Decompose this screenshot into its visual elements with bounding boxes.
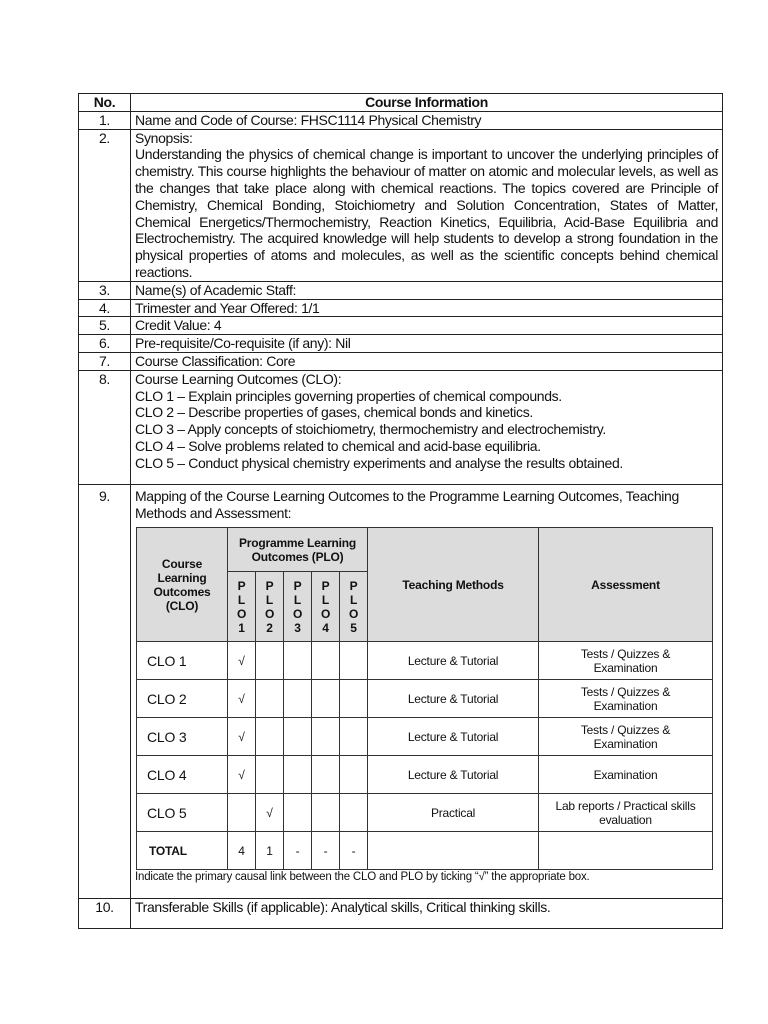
row-number: 3. [79,281,131,299]
plo-4-mark [312,794,340,832]
teaching-method: Lecture & Tutorial [368,756,539,794]
total-plo-1: 4 [228,832,256,870]
clo-name: CLO 1 [137,642,228,680]
row-number: 10. [79,899,131,929]
clo-item: CLO 2 – Describe properties of gases, chemical bonds and kinetics. [135,404,533,421]
plo-3-mark [284,718,312,756]
synopsis-label: Synopsis: [135,129,193,146]
mapping-row [137,680,713,718]
plo-5-mark [340,794,368,832]
header-plo-1: P L O 1 [228,572,256,642]
clo-item: CLO 1 – Explain principles governing properties of chemical compounds. [135,387,562,404]
header-plo-5: P L O 5 [340,572,368,642]
row-number: 4. [79,299,131,317]
clo-item: CLO 5 – Conduct physical chemistry experiments and analyse the results obtained. [135,454,623,471]
header-clo: Course Learning Outcomes (CLO) [137,528,228,642]
plo-2-mark [256,642,284,680]
plo-5-mark [340,756,368,794]
plo-1-mark: √ [228,642,256,680]
clo-item: CLO 3 – Apply concepts of stoichiometry, thermochemistry and electrochemistry. [135,421,606,438]
clo-label: Course Learning Outcomes (CLO): [135,370,342,387]
plo-2-mark [256,756,284,794]
plo-2-mark [256,718,284,756]
plo-3-mark [284,642,312,680]
course-information-table [78,93,723,929]
header-plo: Programme Learning Outcomes (PLO) [228,528,368,572]
course-classification: Course Classification: Core [131,352,723,370]
total-assessment-empty [539,832,713,870]
row-number: 5. [79,317,131,335]
course-name-code: Name and Code of Course: FHSC1114 Physical Chemistry [131,111,723,129]
plo-3-mark [284,680,312,718]
clo-plo-mapping-table [136,527,713,870]
plo-4-mark [312,642,340,680]
total-teaching-empty [368,832,539,870]
row-number: 2. [79,129,131,281]
assessment: Lab reports / Practical skills evaluation [539,794,713,832]
plo-3-mark [284,794,312,832]
total-plo-3: - [284,832,312,870]
transferable-skills: Transferable Skills (if applicable): Analytical skills, Critical thinking skills. [131,899,723,929]
clo-name: CLO 3 [137,718,228,756]
mapping-row [137,756,713,794]
trimester-year: Trimester and Year Offered: 1/1 [131,299,723,317]
clo-name: CLO 5 [137,794,228,832]
teaching-method: Lecture & Tutorial [368,642,539,680]
plo-1-mark: √ [228,756,256,794]
teaching-method: Lecture & Tutorial [368,680,539,718]
plo-2-mark [256,680,284,718]
synopsis-text: Understanding the physics of chemical change is important to uncover the underlying principles of chemistry. This course highlights the behaviour of matter on atomic and molecular levels, as well as the changes that take place along with chemical reactions. The topics covered are Principle of Chemistry, Chemical Bonding, Stoichiometry and Solution Concentration, States of Matter, Chemical Energetics/Thermochemistry, Reaction Kinetics, Equilibria, Acid-Base Equilibria and Electrochemistry. The acquired knowledge will help students to develop a strong foundation in the physical properties of atoms and molecules, as well as the scientific concepts behind chemical reactions. [135,146,718,280]
assessment: Tests / Quizzes & Examination [539,642,713,680]
clo-cell [131,370,723,484]
total-plo-4: - [312,832,340,870]
header-course-information: Course Information [131,94,723,112]
row-number: 8. [79,370,131,484]
mapping-note: Indicate the primary causal link between the CLO and PLO by ticking “√” the appropriate box. [135,871,590,884]
row-number: 1. [79,111,131,129]
academic-staff: Name(s) of Academic Staff: [131,281,723,299]
mapping-row [137,794,713,832]
row-number: 9. [79,484,131,899]
mapping-row [137,642,713,680]
total-plo-5: - [340,832,368,870]
plo-1-mark: √ [228,680,256,718]
prerequisite: Pre-requisite/Co-requisite (if any): Nil [131,335,723,353]
row-number: 7. [79,352,131,370]
plo-4-mark [312,680,340,718]
plo-1-mark [228,794,256,832]
clo-name: CLO 2 [137,680,228,718]
synopsis-cell [131,129,723,281]
mapping-cell [131,484,723,899]
header-plo-4: P L O 4 [312,572,340,642]
header-assessment: Assessment [539,528,713,642]
plo-4-mark [312,718,340,756]
credit-value: Credit Value: 4 [131,317,723,335]
plo-4-mark [312,756,340,794]
header-no: No. [79,94,131,112]
teaching-method: Lecture & Tutorial [368,718,539,756]
teaching-method: Practical [368,794,539,832]
total-plo-2: 1 [256,832,284,870]
mapping-row [137,718,713,756]
header-teaching-methods: Teaching Methods [368,528,539,642]
clo-item: CLO 4 – Solve problems related to chemical and acid-base equilibria. [135,437,541,454]
plo-5-mark [340,642,368,680]
assessment: Tests / Quizzes & Examination [539,680,713,718]
mapping-label: Mapping of the Course Learning Outcomes to the Programme Learning Outcomes, Teaching Methods and Assessment: [135,487,679,521]
plo-2-mark: √ [256,794,284,832]
plo-5-mark [340,680,368,718]
header-plo-3: P L O 3 [284,572,312,642]
clo-name: CLO 4 [137,756,228,794]
header-plo-2: P L O 2 [256,572,284,642]
plo-1-mark: √ [228,718,256,756]
assessment: Tests / Quizzes & Examination [539,718,713,756]
plo-3-mark [284,756,312,794]
assessment: Examination [539,756,713,794]
row-number: 6. [79,335,131,353]
total-label: TOTAL [137,832,228,870]
plo-5-mark [340,718,368,756]
